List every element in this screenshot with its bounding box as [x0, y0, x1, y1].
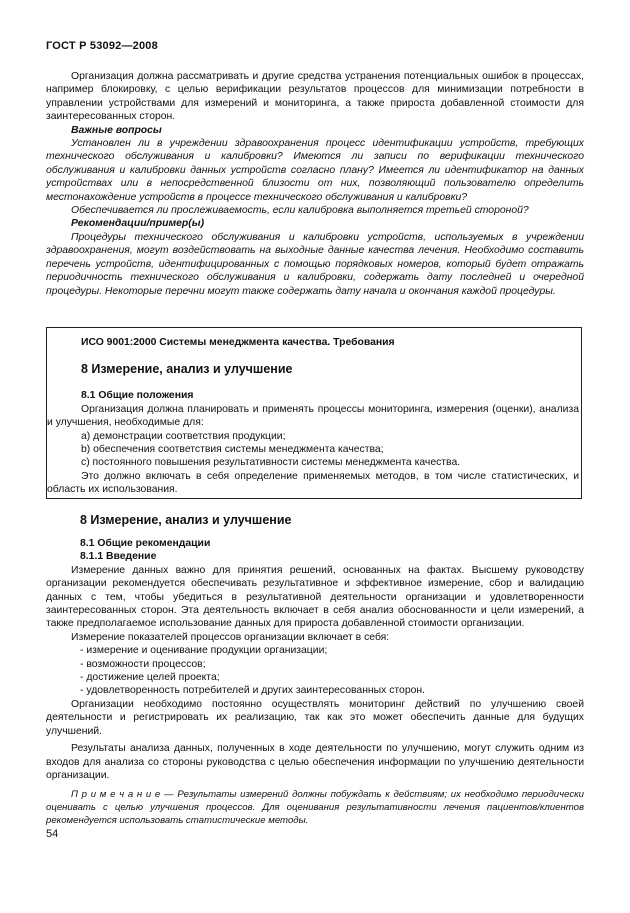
- intro-paragraph: Организация должна рассматривать и другие средства устранения потенциальных ошибок в процессах, например блокировку, с целью верификации результатов процессов для минимизации потребности в управлении устройствами для измерений и мониторинга, а также прироста добавленной стоимости для заинтересованных сторон.: [46, 71, 584, 123]
- section-note: [46, 788, 584, 827]
- section-subheading: 8.1 Общие рекомендации: [80, 538, 211, 549]
- section-paragraph-4: Результаты анализа данных, полученных в ходе деятельности по улучшению, могут служить одним из входов для анализа со стороны руководства с целью обеспечения информации по улучшению деятельности организации.: [46, 743, 584, 781]
- box-closing: Это должно включать в себя определение применяемых методов, в том числе статистических, и область их использования.: [47, 470, 579, 496]
- intro-section: [46, 70, 584, 298]
- box-list-item: а) демонстрации соответствия продукции;: [81, 430, 286, 442]
- section-subsubheading: 8.1.1 Введение: [80, 551, 157, 563]
- box-subheading: 8.1 Общие положения: [81, 390, 194, 402]
- document-header: ГОСТ Р 53092—2008: [46, 40, 158, 52]
- section-list-item: - достижение целей проекта;: [80, 672, 220, 684]
- iso-quote-box: [46, 327, 582, 499]
- section-paragraph-2: Измерение показателей процессов организации включает в себя:: [71, 631, 390, 643]
- recommendations-paragraph: Процедуры технического обслуживания и калибровки устройств, используемых в учреждении здравоохранения, могут воздействовать на выходные данные качества лечения. Необходимо составить перечень устройств, идентифицированных с помощью порядковых номеров, который будет отражать периодичность технического обслуживания и калибровки, содержать дату последней и очередной процедуры. Некоторые перечни могут также содержать дату начала и окончания каждой процедуры.: [46, 231, 584, 297]
- box-text: Организация должна планировать и применять процессы мониторинга, измерения (оценки), анализа и улучшения, необходимые для:: [47, 403, 579, 429]
- recommendations-title: Рекомендации/пример(ы): [71, 218, 205, 230]
- note-text: Результаты измерений должны побуждать к действиям; их необходимо периодически оценивать с целью улучшения процессов. Для оценивания результативности лечения пациентов/клиентов рекомендуется использовать статистические методы.: [46, 789, 585, 827]
- main-section: [46, 512, 584, 827]
- section-list-item: - удовлетворенность потребителей и других заинтересованных сторон.: [80, 685, 426, 697]
- section-list-item: - возможности процессов;: [80, 658, 206, 670]
- section-paragraph-1: Измерение данных важно для принятия решений, основанных на фактах. Высшему руководству организации рекомендуется обеспечивать результативное и эффективное измерение, сбор и валидацию данных с тем, чтобы убедиться в результативной деятельности организации и удовлетворенности заинтересованных сторон. Эта деятельность включает в себя анализ обоснованности и цели измерений, а также предполагаемое использование данных для прироста добавленной стоимости организации.: [46, 564, 584, 630]
- section-list: [46, 644, 584, 698]
- questions-title: Важные вопросы: [71, 124, 162, 136]
- question-paragraph-2: Обеспечивается ли прослеживаемость, если калибровка выполняется третьей стороной?: [71, 205, 529, 217]
- section-list-item: - измерение и оценивание продукции организации;: [80, 645, 328, 657]
- box-list-item: с) постоянного повышения результативности системы менеджмента качества.: [81, 457, 461, 469]
- box-list-item: b) обеспечения соответствия системы менеджмента качества;: [81, 444, 384, 456]
- note-label: П р и м е ч а н и е —: [71, 789, 174, 801]
- section-heading: 8 Измерение, анализ и улучшение: [80, 513, 292, 527]
- page-number: 54: [46, 828, 59, 840]
- section-paragraph-3: Организации необходимо постоянно осуществлять мониторинг действий по улучшению своей деятельности и регистрировать их реализацию, так как это может обеспечить данные для будущих улучшений.: [46, 698, 584, 737]
- box-title: ИСО 9001:2000 Системы менеджмента качества. Требования: [81, 337, 395, 348]
- box-heading: 8 Измерение, анализ и улучшение: [81, 362, 293, 377]
- question-paragraph-1: Установлен ли в учреждении здравоохранения процесс идентификации устройств, требующих технического обслуживания и калибровки? Имеются ли записи по верификации технического обслуживания и калибровки данных устройств согласно плану? Имеется ли идентификатор на данных устройствах или в непосредственной близости от них, позволяющий пользователю определить местонахождение устройств в процессе технического обслуживания и калибровки?: [46, 138, 584, 203]
